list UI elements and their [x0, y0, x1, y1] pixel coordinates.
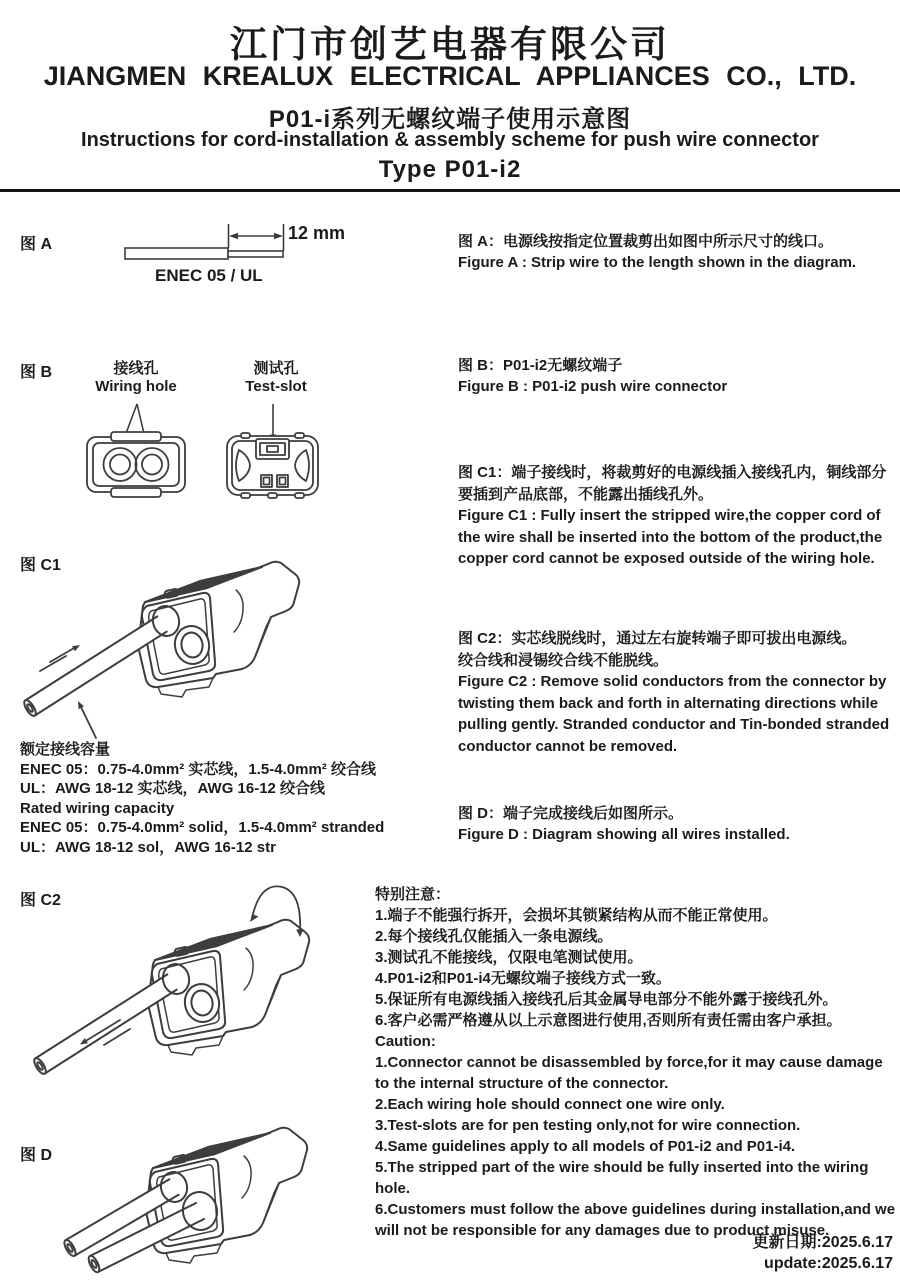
capacity-ul-en: UL：AWG 18-12 sol，AWG 16-12 str	[20, 838, 276, 856]
caution-item-en: 5.The stripped part of the wire should be fully inserted into the wiring hole.	[375, 1159, 869, 1197]
test-slot-label-en: Test-slot	[245, 378, 307, 395]
caution-title-en: Caution:	[375, 1033, 436, 1050]
figure-a-wire-diagram	[118, 218, 293, 270]
figure-c2-desc-cn-1: 图 C2：实芯线脱线时，通过左右旋转端子即可拔出电源线。	[458, 630, 857, 647]
figure-c2-label: 图 C2	[20, 892, 61, 909]
figure-d-label: 图 D	[20, 1147, 53, 1164]
doc-title-cn: P01-i系列无螺纹端子使用示意图	[268, 106, 632, 133]
caution-item-en: 1.Connector cannot be disassembled by force,for it may cause damage to the internal structure of the connector.	[375, 1054, 883, 1092]
company-name-en: JIANGMEN KREALUX ELECTRICAL APPLIANCES CO., LTD.	[43, 61, 857, 91]
figure-c1-desc-en: Figure C1 : Fully insert the stripped wire,the copper cord of the wire shall be inserted into the bottom of the product,the copper cord cannot be exposed outside of the wiring hole.	[458, 507, 883, 567]
caution-item-cn: 6.客户必需严格遵从以上示意图进行使用,否则所有责任需由客户承担。	[375, 1012, 842, 1029]
wiring-hole-label-cn: 接线孔	[113, 360, 159, 377]
test-slot-label-cn: 测试孔	[253, 360, 299, 377]
caution-item-en: 6.Customers must follow the above guidelines during installation,and we will not be responsible for any damages due to product misuse.	[375, 1201, 896, 1239]
figure-b-label: 图 B	[20, 364, 53, 381]
figure-a-desc-en: Figure A : Strip wire to the length shown in the diagram.	[458, 253, 857, 271]
connector-front-view-wiring-holes	[84, 429, 188, 500]
figure-c1-label: 图 C1	[20, 557, 61, 574]
capacity-title-cn: 额定接线容量	[20, 741, 111, 758]
model-type-label: Type P01-i2	[378, 156, 522, 183]
capacity-ul-cn: UL：AWG 18-12 实芯线，AWG 16-12 绞合线	[20, 780, 326, 797]
doc-title-en: Instructions for cord-installation & assembly scheme for push wire connector	[81, 129, 819, 151]
figure-c2-illustration-remove-wire	[12, 874, 342, 1140]
connector-rear-view-test-slot	[224, 431, 321, 500]
test-slot-opening	[256, 439, 289, 459]
capacity-enec-en: ENEC 05：0.75-4.0mm² solid，1.5-4.0mm² stranded	[20, 819, 385, 836]
figure-c2-desc-cn-2: 绞合线和浸锡绞合线不能脱线。	[458, 651, 669, 669]
figure-b-desc-cn: 图 B：P01-i2无螺纹端子	[458, 357, 623, 374]
wiring-hole-label-en: Wiring hole	[95, 378, 177, 395]
figure-b-desc-en: Figure B : P01-i2 push wire connector	[458, 377, 728, 395]
caution-item-cn: 3.测试孔不能接线，仅限电笔测试使用。	[375, 949, 643, 966]
strip-length-dimension: 12 mm	[288, 223, 346, 243]
figure-d-desc-en: Figure D : Diagram showing all wires installed.	[458, 825, 790, 843]
caution-item-cn: 1.端子不能强行拆开，会损坏其锁紧结构从而不能正常使用。	[375, 907, 778, 924]
caution-item-en: 2.Each wiring hole should connect one wire only.	[375, 1096, 725, 1113]
figure-a-desc-cn: 图 A：电源线按指定位置裁剪出如图中所示尺寸的线口。	[458, 233, 834, 250]
capacity-enec-cn: ENEC 05：0.75-4.0mm² 实芯线，1.5-4.0mm² 绞合线	[20, 760, 376, 778]
caution-title-cn: 特别注意：	[375, 886, 451, 903]
update-date-en: update:2025.6.17	[764, 1255, 893, 1272]
caution-item-cn: 2.每个接线孔仅能插入一条电源线。	[375, 928, 613, 945]
wire-stripped-end	[228, 251, 283, 257]
figure-c1-desc-cn: 图 C1：端子接线时，将裁剪好的电源线插入接线孔内，铜线部分要插到产品底部，不能露出插线孔外。	[458, 464, 887, 503]
wire-standard-caption: ENEC 05 / UL	[155, 266, 263, 285]
update-date-cn: 更新日期:2025.6.17	[752, 1234, 893, 1251]
figure-d-illustration-wires-installed	[22, 1104, 342, 1280]
figure-c2-desc-en: Figure C2 : Remove solid conductors from the connector by twisting them back and forth in alternating directions while pulling gently. Stranded conductor and Tin-bonded stranded conductor cannot be removed.	[458, 673, 890, 755]
wire-insulation	[125, 248, 228, 259]
caution-item-cn: 5.保证所有电源线插入接线孔后其金属导电部分不能外露于接线孔外。	[375, 991, 838, 1008]
figure-c1-illustration-insert-wire	[10, 550, 320, 765]
caution-item-en: 4.Same guidelines apply to all models of P01-i2 and P01-i4.	[375, 1138, 796, 1155]
caution-item-en: 3.Test-slots are for pen testing only,not for wire connection.	[375, 1117, 801, 1134]
figure-d-desc-cn: 图 D：端子完成接线后如图所示。	[458, 805, 684, 822]
company-name-cn: 江门市创艺电器有限公司	[230, 24, 670, 65]
figure-a-label: 图 A	[20, 236, 53, 253]
header-divider	[0, 189, 900, 192]
caution-item-cn: 4.P01-i2和P01-i4无螺纹端子接线方式一致。	[375, 970, 671, 987]
capacity-title-en: Rated wiring capacity	[20, 799, 175, 817]
